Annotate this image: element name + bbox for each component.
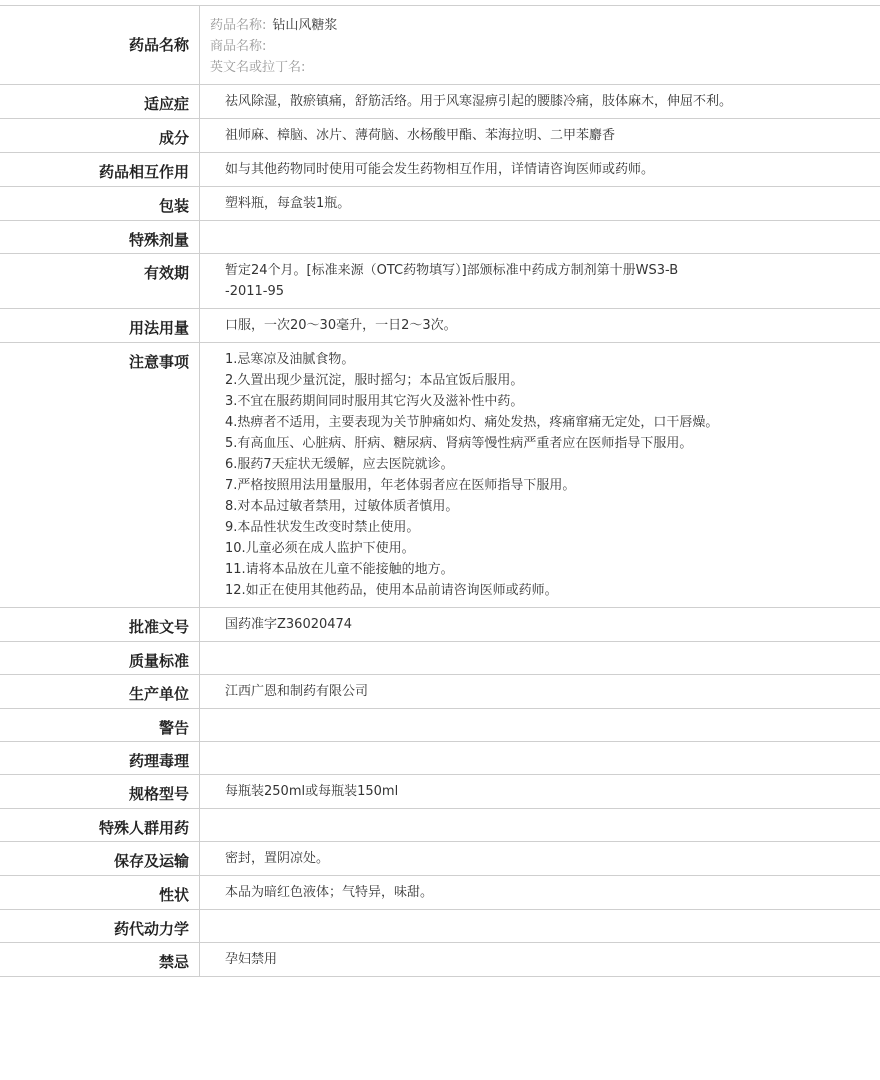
precaution-item: 7.严格按照用法用量服用，年老体弱者应在医师指导下服用。 xyxy=(225,478,576,493)
packaging-label: 包装 xyxy=(0,187,200,220)
precaution-item: 5.有高血压、心脏病、肝病、糖尿病、肾病等慢性病严重者应在医师指导下服用。 xyxy=(225,436,693,451)
storage-value: 密封，置阴凉处。 xyxy=(225,851,330,866)
drug-info-table xyxy=(0,5,880,977)
warning-value xyxy=(200,709,880,741)
precautions-label: 注意事项 xyxy=(0,343,200,607)
pharmacokinetics-label: 药代动力学 xyxy=(0,910,200,942)
precaution-item: 10.儿童必须在成人监护下使用。 xyxy=(225,541,415,556)
special-dosage-label: 特殊剂量 xyxy=(0,221,200,253)
row-special-population xyxy=(0,809,880,842)
indication-label: 适应症 xyxy=(0,85,200,118)
precaution-item: 12.如正在使用其他药品，使用本品前请咨询医师或药师。 xyxy=(225,583,558,598)
row-approval xyxy=(0,608,880,642)
row-drug-name xyxy=(0,6,880,85)
row-quality xyxy=(0,642,880,675)
row-ingredients xyxy=(0,119,880,153)
usage-label: 用法用量 xyxy=(0,309,200,342)
latin-name-key: 英文名或拉丁名: xyxy=(210,60,306,75)
precaution-item: 9.本品性状发生改变时禁止使用。 xyxy=(225,520,420,535)
toxicology-label: 药理毒理 xyxy=(0,742,200,774)
row-special-dosage xyxy=(0,221,880,254)
precautions-list xyxy=(200,343,880,607)
expiry-line-1: 暂定24个月。[标准来源（OTC药物填写）]部颁标准中药成方制剂第十册WS3-B xyxy=(225,263,679,278)
drug-names-block xyxy=(200,6,880,84)
row-warning xyxy=(0,709,880,742)
special-dosage-value xyxy=(200,221,880,253)
special-population-value xyxy=(200,809,880,841)
generic-name-key: 药品名称: xyxy=(210,18,267,33)
spec-label: 规格型号 xyxy=(0,775,200,808)
contraindications-label: 禁忌 xyxy=(0,943,200,976)
precaution-item: 2.久置出现少量沉淀，服时摇匀；本品宜饭后服用。 xyxy=(225,373,524,388)
precaution-item: 3.不宜在服药期间同时服用其它泻火及滋补性中药。 xyxy=(225,394,524,409)
special-population-label: 特殊人群用药 xyxy=(0,809,200,841)
row-usage xyxy=(0,309,880,343)
usage-value: 口服，一次20～30毫升，一日2～3次。 xyxy=(225,318,457,333)
generic-name-value: 钻山风糖浆 xyxy=(272,18,338,33)
row-spec xyxy=(0,775,880,809)
toxicology-value xyxy=(200,742,880,774)
row-storage xyxy=(0,842,880,876)
trade-name-line xyxy=(210,36,870,57)
row-manufacturer xyxy=(0,675,880,709)
expiry-line-2: -2011-95 xyxy=(225,284,285,299)
approval-value: 国药准字Z36020474 xyxy=(225,617,353,632)
pharmacokinetics-value xyxy=(200,910,880,942)
approval-label: 批准文号 xyxy=(0,608,200,641)
interactions-value: 如与其他药物同时使用可能会发生药物相互作用，详情请咨询医师或药师。 xyxy=(225,162,655,177)
quality-value xyxy=(200,642,880,674)
manufacturer-value: 江西广恩和制药有限公司 xyxy=(225,684,369,699)
indication-value: 祛风除湿，散瘀镇痛，舒筋活络。用于风寒湿痹引起的腰膝冷痛，肢体麻木，伸屈不利。 xyxy=(225,94,733,109)
ingredients-value: 祖师麻、樟脑、冰片、薄荷脑、水杨酸甲酯、苯海拉明、二甲苯麝香 xyxy=(225,128,616,143)
quality-label: 质量标准 xyxy=(0,642,200,674)
warning-label: 警告 xyxy=(0,709,200,741)
row-packaging xyxy=(0,187,880,221)
generic-name-line xyxy=(210,15,870,36)
expiry-label: 有效期 xyxy=(0,254,200,308)
packaging-value: 塑料瓶，每盒装1瓶。 xyxy=(225,196,351,211)
trade-name-key: 商品名称: xyxy=(210,39,267,54)
expiry-value xyxy=(200,254,880,308)
precaution-item: 6.服药7天症状无缓解，应去医院就诊。 xyxy=(225,457,454,472)
row-interactions xyxy=(0,153,880,187)
precaution-item: 4.热痹者不适用，主要表现为关节肿痛如灼、痛处发热，疼痛窜痛无定处，口干唇燥。 xyxy=(225,415,719,430)
row-precautions xyxy=(0,343,880,608)
spec-value: 每瓶装250ml或每瓶装150ml xyxy=(225,784,399,799)
drug-name-label: 药品名称 xyxy=(0,6,200,84)
precaution-item: 1.忌寒凉及油腻食物。 xyxy=(225,352,355,367)
row-indication xyxy=(0,85,880,119)
latin-name-line xyxy=(210,57,870,78)
appearance-value: 本品为暗红色液体；气特异，味甜。 xyxy=(225,885,434,900)
precaution-item: 8.对本品过敏者禁用，过敏体质者慎用。 xyxy=(225,499,459,514)
row-contraindications xyxy=(0,943,880,977)
row-appearance xyxy=(0,876,880,910)
precaution-item: 11.请将本品放在儿童不能接触的地方。 xyxy=(225,562,454,577)
row-pharmacokinetics xyxy=(0,910,880,943)
manufacturer-label: 生产单位 xyxy=(0,675,200,708)
row-toxicology xyxy=(0,742,880,775)
ingredients-label: 成分 xyxy=(0,119,200,152)
storage-label: 保存及运输 xyxy=(0,842,200,875)
contraindications-value: 孕妇禁用 xyxy=(225,952,278,967)
appearance-label: 性状 xyxy=(0,876,200,909)
row-expiry xyxy=(0,254,880,309)
interactions-label: 药品相互作用 xyxy=(0,153,200,186)
